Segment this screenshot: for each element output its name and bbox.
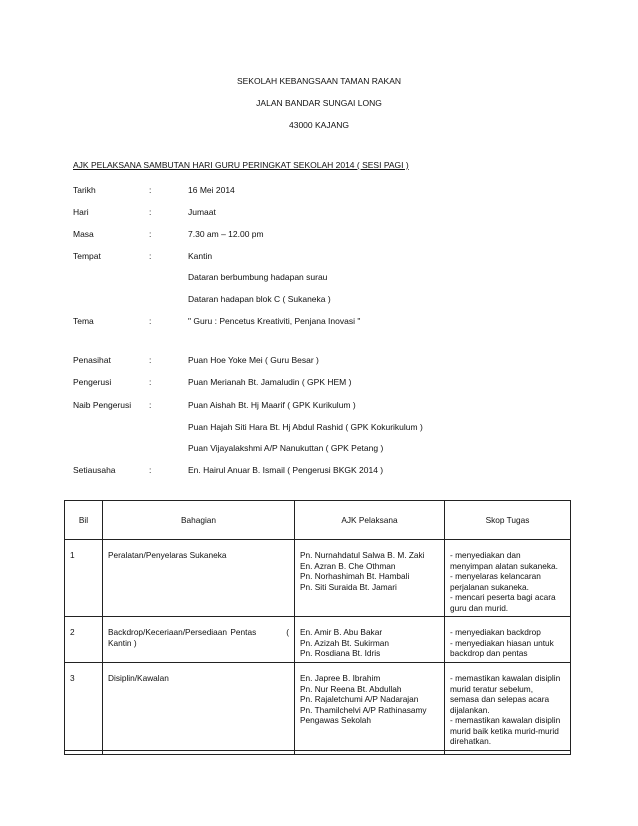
school-postcode: 43000 KAJANG xyxy=(288,120,349,130)
officer-label: Naib Pengerusi xyxy=(73,400,132,410)
empty-cell xyxy=(295,750,445,754)
detail-colon: : xyxy=(149,251,152,261)
school-name: SEKOLAH KEBANGSAAN TAMAN RAKAN xyxy=(236,76,402,86)
table-header-row xyxy=(65,501,571,540)
header-bil: Bil xyxy=(65,501,103,540)
row-bil: 3 xyxy=(65,663,103,751)
detail-value: Dataran hadapan blok C ( Sukaneka ) xyxy=(188,294,331,304)
row-ajk: En. Amir B. Abu Bakar Pn. Azizah Bt. Sukirman Pn. Rosdiana Bt. Idris xyxy=(295,617,445,663)
row-skop: - menyediakan dan menyimpan alatan sukaneka. - menyelaras kelancaran perjalanan sukaneka. - mencari peserta bagi acara guru dan murid. xyxy=(445,540,571,617)
officer-value: Puan Vijayalakshmi A/P Nanukuttan ( GPK Petang ) xyxy=(188,443,384,453)
detail-label: Masa xyxy=(73,229,94,239)
detail-value: Kantin xyxy=(188,251,213,261)
detail-value: 7.30 am – 12.00 pm xyxy=(188,229,264,239)
detail-value: 16 Mei 2014 xyxy=(188,185,235,195)
document-title: AJK PELAKSANA SAMBUTAN HARI GURU PERINGKAT SEKOLAH 2014 ( SESI PAGI ) xyxy=(73,160,409,170)
empty-cell xyxy=(445,750,571,754)
officer-value: Puan Aishah Bt. Hj Maarif ( GPK Kurikulum ) xyxy=(188,400,356,410)
row-bahagian: Backdrop/Keceriaan/Persediaan Pentas ( Kantin ) xyxy=(103,617,295,663)
detail-label: Tarikh xyxy=(73,185,96,195)
row-skop: - memastikan kawalan disiplin murid teratur sebelum, semasa dan selepas acara dijalankan. - memastikan kawalan disiplin murid baik ketika murid-murid direhatkan. xyxy=(445,663,571,751)
officer-label: Penasihat xyxy=(73,355,111,365)
row-skop: - menyediakan backdrop - menyediakan hiasan untuk backdrop dan pentas xyxy=(445,617,571,663)
committee-table xyxy=(64,500,571,755)
detail-label: Hari xyxy=(73,207,89,217)
row-bahagian: Disiplin/Kawalan xyxy=(103,663,295,751)
officer-colon: : xyxy=(149,377,152,387)
officer-value: Puan Hoe Yoke Mei ( Guru Besar ) xyxy=(188,355,319,365)
row-ajk: Pn. Nurnahdatul Salwa B. M. Zaki En. Azran B. Che Othman Pn. Norhashimah Bt. Hambali Pn. Siti Suraida Bt. Jamari xyxy=(295,540,445,617)
detail-colon: : xyxy=(149,229,152,239)
header-ajk: AJK Pelaksana xyxy=(295,501,445,540)
officer-value: En. Hairul Anuar B. Ismail ( Pengerusi BKGK 2014 ) xyxy=(188,465,384,475)
detail-value: Jumaat xyxy=(188,207,216,217)
detail-value: Dataran berbumbung hadapan surau xyxy=(188,272,328,282)
officer-label: Setiausaha xyxy=(73,465,116,475)
header-bahagian: Bahagian xyxy=(103,501,295,540)
table-row xyxy=(65,540,571,617)
detail-colon: : xyxy=(149,185,152,195)
row-bil: 2 xyxy=(65,617,103,663)
officer-colon: : xyxy=(149,355,152,365)
table-row xyxy=(65,663,571,751)
officer-value: Puan Hajah Siti Hara Bt. Hj Abdul Rashid ( GPK Kokurikulum ) xyxy=(188,422,423,432)
officer-colon: : xyxy=(149,400,152,410)
detail-colon: : xyxy=(149,316,152,326)
table-row xyxy=(65,617,571,663)
table-row-empty xyxy=(65,750,571,754)
detail-colon: : xyxy=(149,207,152,217)
officer-colon: : xyxy=(149,465,152,475)
empty-cell xyxy=(103,750,295,754)
row-bahagian: Peralatan/Penyelaras Sukaneka xyxy=(103,540,295,617)
header-skop: Skop Tugas xyxy=(445,501,571,540)
empty-cell xyxy=(65,750,103,754)
row-bil: 1 xyxy=(65,540,103,617)
row-ajk: En. Japree B. Ibrahim Pn. Nur Reena Bt. Abdullah Pn. Rajaletchumi A/P Nadarajan Pn. Thamilchelvi A/P Rathinasamy Pengawas Sekolah xyxy=(295,663,445,751)
school-road: JALAN BANDAR SUNGAI LONG xyxy=(256,98,382,108)
detail-label: Tema xyxy=(73,316,94,326)
officer-label: Pengerusi xyxy=(73,377,112,387)
detail-label: Tempat xyxy=(73,251,101,261)
detail-value: " Guru : Pencetus Kreativiti, Penjana Inovasi " xyxy=(188,316,361,326)
officer-value: Puan Merianah Bt. Jamaludin ( GPK HEM ) xyxy=(188,377,352,387)
